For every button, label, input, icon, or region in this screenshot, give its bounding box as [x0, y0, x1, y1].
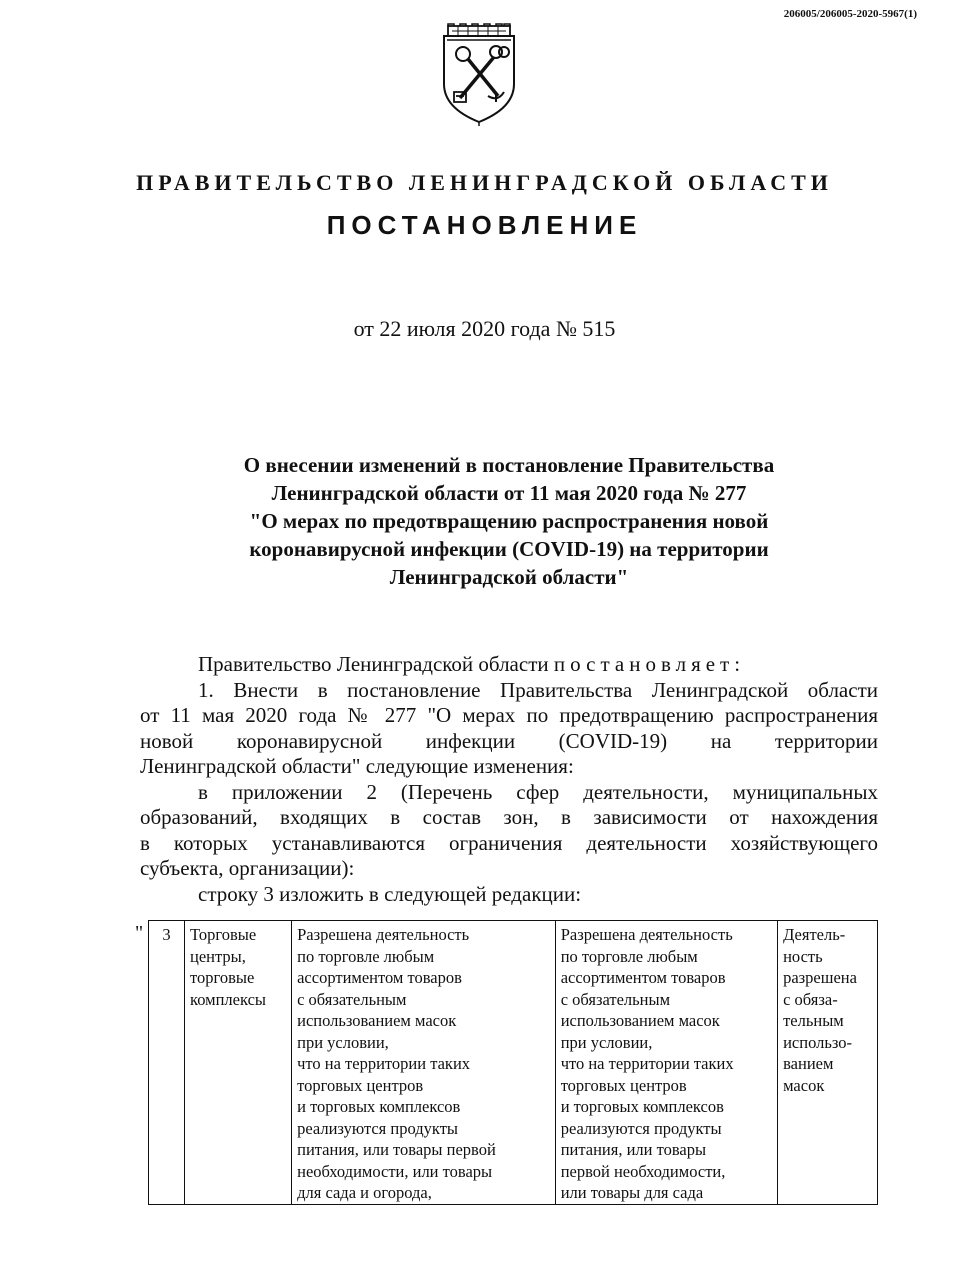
cell-line: комплексы — [190, 989, 266, 1009]
opening-quote: " — [135, 922, 144, 944]
cell-line: с обязательным — [297, 989, 407, 1009]
intro-resolves: постановляет: — [553, 652, 746, 676]
heading-line: Ленинградской области от 11 мая 2020 года № 277 — [271, 481, 747, 505]
paragraph-2-line: субъекта, организации): — [140, 856, 355, 880]
paragraph-3: строку 3 изложить в следующей редакции: — [198, 881, 582, 906]
heading-line: О внесении изменений в постановление Правительства — [243, 453, 775, 477]
paragraph-2-line: в приложении 2 (Перечень сфер деятельности, муниципальных — [198, 779, 878, 804]
cell-line: использо- — [783, 1032, 853, 1052]
intro-paragraph — [140, 652, 878, 678]
decree-date-number: от 22 июля 2020 года № 515 — [353, 316, 616, 341]
cell-line: ванием — [783, 1054, 834, 1073]
paragraph-1-line: 1. Внести в постановление Правительства Ленинградской области — [198, 677, 878, 702]
cell-line: Торговые — [190, 925, 257, 944]
paragraph-2-line: образований, входящих в состав зон, в зависимости от нахождения — [140, 805, 878, 829]
cell-line: ассортиментом товаров — [297, 968, 462, 987]
cell-line: Деятель- — [783, 925, 846, 944]
cell-line: что на территории таких — [560, 1054, 734, 1073]
cell-line: по торговле любым — [560, 946, 698, 966]
cell-line: по торговле любым — [297, 946, 435, 966]
cell-line: при условии, — [297, 1032, 389, 1052]
cell-line: центры, — [190, 946, 246, 966]
cell-line: ассортиментом товаров — [560, 968, 726, 987]
heading-line: коронавирусной инфекции (COVID-19) на территории — [249, 537, 769, 561]
paragraph-1-line: новой коронавирусной инфекции (COVID-19) на территории — [140, 728, 878, 753]
cell-line: тельным — [783, 1011, 844, 1030]
row-number-cell — [149, 921, 185, 1205]
amendment-table — [148, 920, 878, 1205]
coat-of-arms-icon — [438, 22, 520, 126]
paragraph-1-line: Ленинградской области" следующие изменения: — [140, 754, 574, 778]
document-id: 206005/206005-2020-5967(1) — [783, 8, 917, 20]
government-name: ПРАВИТЕЛЬСТВО ЛЕНИНГРАДСКОЙ ОБЛАСТИ — [136, 170, 833, 195]
table-row — [149, 921, 878, 1205]
cell-line: при условии, — [560, 1032, 653, 1052]
cell-line: масок — [783, 1075, 825, 1095]
cell-line: торговых центров — [297, 1075, 424, 1095]
heading-line: "О мерах по предотвращению распространения новой — [249, 509, 769, 533]
cell-line: использованием масок — [297, 1011, 457, 1030]
cell-line: ность — [783, 946, 823, 966]
cell-line: торговые — [190, 968, 255, 987]
cell-line: использованием масок — [560, 1011, 720, 1030]
cell-line: Разрешена деятельность — [297, 925, 470, 944]
zone-b-cell — [555, 921, 777, 1205]
heading-line: Ленинградской области" — [389, 565, 629, 589]
cell-line: и торговых комплексов — [297, 1097, 461, 1116]
cell-line: питания, или товары первой — [297, 1140, 496, 1159]
paragraph-2-line: в которых устанавливаются ограничения деятельности хозяйствующего — [140, 830, 878, 855]
cell-line: для сада и огорода, — [297, 1183, 432, 1202]
zone-a-cell — [292, 921, 556, 1205]
cell-line: что на территории таких — [297, 1054, 471, 1073]
cell-line: первой необходимости, — [560, 1161, 726, 1181]
cell-line: или товары для сада — [560, 1183, 704, 1202]
cell-line: необходимости, или товары — [297, 1161, 493, 1181]
page-bottom-margin — [0, 1206, 969, 1280]
cell-line: с обяза- — [783, 989, 838, 1009]
cell-line: реализуются продукты — [560, 1118, 722, 1138]
activity-name-cell — [185, 921, 292, 1205]
decree-type-title: ПОСТАНОВЛЕНИЕ — [326, 210, 643, 240]
cell-line: реализуются продукты — [297, 1118, 458, 1138]
decree-heading — [150, 451, 868, 591]
cell-line: и торговых комплексов — [560, 1097, 724, 1116]
row-number: 3 — [162, 925, 171, 944]
cell-line: Разрешена деятельность — [560, 925, 733, 944]
cell-line: торговых центров — [560, 1075, 687, 1095]
decree-body — [140, 652, 878, 907]
paragraph-1-line: от 11 мая 2020 года № 277 "О мерах по предотвращению распространения — [140, 703, 878, 727]
intro-prefix: Правительство Ленинградской области — [198, 652, 549, 676]
cell-line: с обязательным — [560, 989, 671, 1009]
cell-line: питания, или товары — [560, 1140, 707, 1159]
cell-line: разрешена — [783, 968, 857, 987]
zone-c-cell — [778, 921, 878, 1205]
